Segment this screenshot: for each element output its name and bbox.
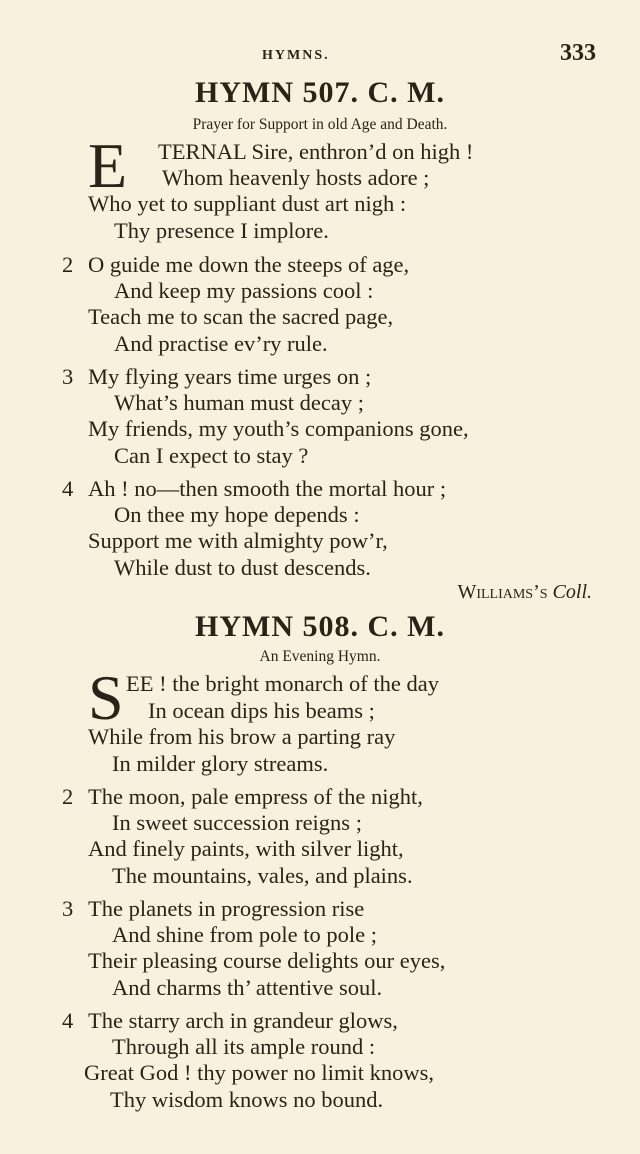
stanza-number: 2 xyxy=(62,252,74,277)
stanza-number: 4 xyxy=(62,476,74,501)
verse-line: And practise ev’ry rule. xyxy=(114,331,328,356)
verse-line: And shine from pole to pole ; xyxy=(112,922,377,947)
verse-line: And charms th’ attentive soul. xyxy=(112,975,383,1000)
page-number: 333 xyxy=(560,40,596,66)
verse-line: The moon, pale empress of the night, xyxy=(88,784,423,809)
attribution-name: Williams’s xyxy=(457,581,548,603)
verse-line: Teach me to scan the sacred page, xyxy=(88,304,394,329)
verse-line: Whom heavenly hosts adore ; xyxy=(162,165,430,190)
verse-line: Thy presence I implore. xyxy=(114,218,329,243)
verse-line: Through all its ample round : xyxy=(112,1034,376,1059)
running-head: HYMNS. xyxy=(262,48,330,63)
verse-line: The planets in progression rise xyxy=(88,896,365,921)
verse-line: In milder glory streams. xyxy=(112,751,329,776)
stanza-number: 3 xyxy=(62,364,74,389)
verse-line: In sweet succession reigns ; xyxy=(112,810,362,835)
verse-line: And finely paints, with silver light, xyxy=(88,836,404,861)
attribution xyxy=(457,581,592,604)
verse-line: Ah ! no—then smooth the mortal hour ; xyxy=(88,476,447,501)
drop-cap-s: S xyxy=(88,662,124,733)
verse-line: While dust to dust descends. xyxy=(114,555,371,580)
verse-line: My flying years time urges on ; xyxy=(88,364,372,389)
stanza-number: 4 xyxy=(62,1008,74,1033)
stanza-number: 2 xyxy=(62,784,74,809)
verse-line: Can I expect to stay ? xyxy=(114,443,309,468)
verse-line: The mountains, vales, and plains. xyxy=(112,863,413,888)
hymn-title-507: HYMN 507. C. M. xyxy=(195,76,445,109)
verse-line: O guide me down the steeps of age, xyxy=(88,252,410,277)
verse-line: TERNAL Sire, enthron’d on high ! xyxy=(158,139,474,164)
verse-line: While from his brow a parting ray xyxy=(88,724,396,749)
verse-line: In ocean dips his beams ; xyxy=(148,698,375,723)
verse-line: Great God ! thy power no limit knows, xyxy=(84,1060,434,1085)
verse-line: The starry arch in grandeur glows, xyxy=(88,1008,398,1033)
attribution-source: Coll. xyxy=(552,581,592,603)
hymn-title-508: HYMN 508. C. M. xyxy=(195,610,445,643)
verse-line: What’s human must decay ; xyxy=(114,390,364,415)
hymn-subtitle-508: An Evening Hymn. xyxy=(259,648,381,665)
verse-line: Who yet to suppliant dust art nigh : xyxy=(88,191,407,216)
verse-line: Support me with almighty pow’r, xyxy=(88,528,388,553)
verse-line: On thee my hope depends : xyxy=(114,502,360,527)
drop-cap-e: E xyxy=(88,130,128,201)
verse-line: EE ! the bright monarch of the day xyxy=(126,671,440,696)
verse-line: My friends, my youth’s companions gone, xyxy=(88,416,469,441)
verse-line: Thy wisdom knows no bound. xyxy=(110,1087,384,1112)
hymn-subtitle-507: Prayer for Support in old Age and Death. xyxy=(192,116,448,133)
stanza-number: 3 xyxy=(62,896,74,921)
verse-line: And keep my passions cool : xyxy=(114,278,374,303)
verse-line: Their pleasing course delights our eyes, xyxy=(88,948,446,973)
